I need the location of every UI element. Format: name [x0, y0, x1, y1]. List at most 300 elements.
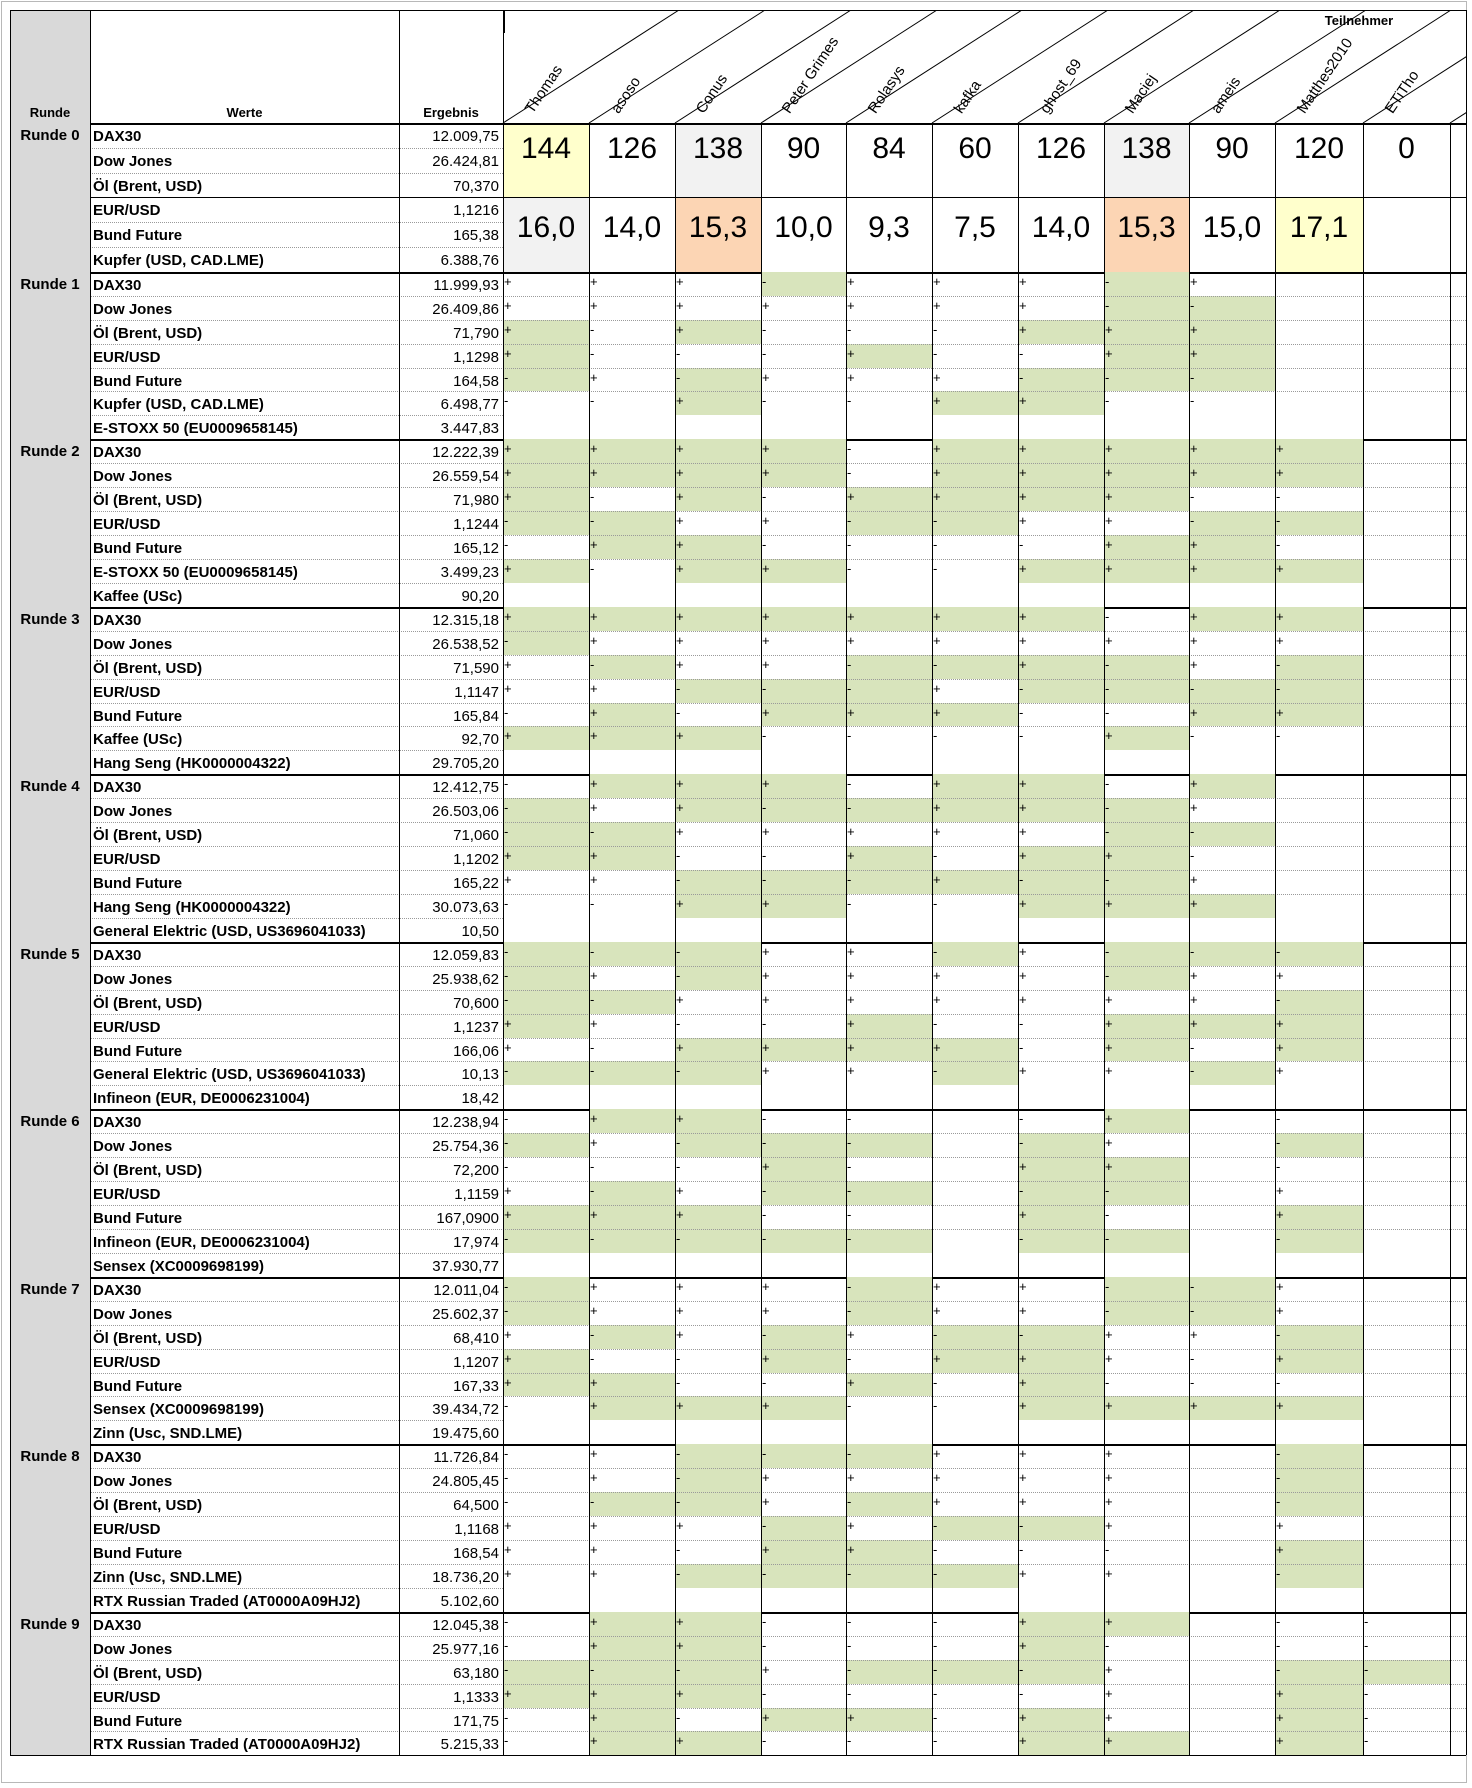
ergebnis-cell: 10,13 — [461, 1066, 499, 1083]
tip-cell: - — [933, 848, 938, 863]
tip-cell — [1275, 870, 1363, 894]
row-separator — [90, 415, 503, 416]
tip-cell: - — [761, 1133, 846, 1157]
tip-cell: + — [676, 1303, 684, 1318]
tip-cell: - — [1190, 848, 1195, 863]
tip-cell: - — [847, 1207, 852, 1222]
tip-cell: + — [503, 320, 589, 344]
tip-cell: + — [1019, 298, 1027, 313]
tip-cell: - — [503, 631, 589, 655]
tip-cell: + — [589, 1612, 675, 1636]
ergebnis-cell: 165,38 — [453, 227, 499, 244]
tip-cell: - — [1189, 822, 1275, 846]
participant-ghost69: ghost_69 — [1036, 55, 1086, 117]
tip-cell: + — [761, 463, 846, 487]
tip-cell: - — [503, 822, 589, 846]
row-separator — [90, 511, 1466, 512]
tip-cell: + — [676, 824, 684, 839]
werte-cell: Öl (Brent, USD) — [93, 1497, 203, 1514]
tip-cell: - — [846, 1564, 932, 1588]
tip-cell: - — [503, 990, 589, 1014]
tip-cell — [1363, 1014, 1450, 1038]
tip-cell: - — [761, 1229, 846, 1253]
tip-cell: + — [590, 274, 598, 289]
tip-cell: + — [1189, 703, 1275, 726]
tip-cell: - — [1105, 1542, 1110, 1557]
werte-cell: EUR/USD — [93, 1019, 161, 1036]
tip-cell: - — [1275, 1229, 1363, 1253]
ergebnis-cell: 71,590 — [453, 660, 499, 677]
tip-cell: + — [589, 774, 675, 798]
tip-cell: + — [590, 681, 598, 696]
tip-cell: - — [1190, 728, 1195, 743]
werte-cell: Bund Future — [93, 373, 183, 390]
tip-cell: - — [1275, 1660, 1363, 1684]
tip-cell: - — [589, 1181, 675, 1205]
werte-cell: Dow Jones — [93, 301, 173, 318]
tip-cell: - — [1105, 1638, 1110, 1653]
tip-cell — [932, 1133, 1018, 1157]
tip-cell: + — [590, 370, 598, 385]
werte-cell: Infineon (EUR, DE0006231004) — [93, 1090, 310, 1107]
tip-cell: + — [675, 1612, 761, 1636]
ergebnis-cell: 1,1147 — [454, 684, 499, 701]
tip-cell: - — [762, 489, 767, 504]
row-separator — [90, 487, 1466, 488]
tip-cell: - — [590, 1351, 595, 1366]
tip-cell: + — [1018, 846, 1104, 870]
tip-cell: - — [1275, 1444, 1363, 1468]
tip-cell: + — [675, 463, 761, 487]
tip-cell: - — [847, 441, 852, 456]
tip-cell: + — [847, 274, 855, 289]
tip-cell: + — [1190, 274, 1198, 289]
tip-cell: + — [1019, 274, 1027, 289]
tip-cell: + — [675, 559, 761, 583]
tip-cell: + — [1018, 391, 1104, 415]
tip-cell: - — [1190, 1375, 1195, 1390]
tip-cell: - — [590, 393, 595, 408]
tip-cell: + — [847, 298, 855, 313]
average-cell: 10,0 — [774, 211, 833, 244]
column-border — [1466, 10, 1467, 1755]
tip-cell — [1363, 368, 1450, 391]
header-diagonal-line — [1363, 10, 1466, 123]
tip-cell: - — [1189, 368, 1275, 391]
tip-cell: + — [847, 1470, 855, 1485]
tip-cell: + — [589, 1708, 675, 1731]
row-separator — [90, 1181, 1466, 1182]
tip-cell: + — [846, 1038, 932, 1061]
tip-cell: + — [675, 439, 761, 463]
tip-cell: - — [1190, 393, 1195, 408]
tip-cell: + — [933, 1446, 941, 1461]
tip-cell: - — [933, 322, 938, 337]
tip-cell — [1363, 607, 1450, 631]
tip-cell: - — [932, 655, 1018, 679]
tip-cell: - — [1105, 393, 1110, 408]
tip-cell: + — [504, 1183, 512, 1198]
row-separator — [90, 966, 1466, 967]
tip-cell: + — [590, 1016, 598, 1031]
tip-cell — [1363, 870, 1450, 894]
tip-cell: + — [1105, 1494, 1113, 1509]
teilnehmer-header: Teilnehmer — [1324, 13, 1394, 28]
tip-cell: + — [504, 1566, 512, 1581]
tip-cell: + — [1190, 1327, 1198, 1342]
tip-cell: + — [589, 607, 675, 631]
tip-cell — [1363, 439, 1450, 463]
tip-cell: + — [676, 1518, 684, 1533]
tip-cell: - — [847, 896, 852, 911]
row-separator — [90, 1468, 1466, 1469]
tip-cell: - — [676, 1159, 681, 1174]
tip-cell: + — [675, 1636, 761, 1660]
tip-cell: - — [762, 1375, 767, 1390]
score-cell: 126 — [606, 132, 658, 165]
tip-cell: + — [933, 633, 941, 648]
row-separator — [90, 148, 503, 149]
score-cell: 90 — [1215, 132, 1249, 165]
tip-cell: - — [933, 1733, 938, 1748]
tip-cell — [1363, 463, 1450, 487]
tip-cell: - — [503, 368, 589, 391]
tip-cell: - — [1363, 1660, 1450, 1684]
row-separator — [90, 1684, 1466, 1685]
tip-cell: + — [761, 559, 846, 583]
row-separator — [90, 296, 1466, 297]
tip-cell: - — [589, 990, 675, 1014]
tip-cell: - — [503, 1133, 589, 1157]
tip-cell: + — [847, 824, 855, 839]
tip-cell: - — [847, 465, 852, 480]
tip-cell: - — [1275, 1325, 1363, 1349]
tip-cell: + — [847, 1063, 855, 1078]
tip-cell: + — [1105, 1327, 1113, 1342]
tip-cell: - — [1019, 705, 1024, 720]
tip-cell: - — [675, 1229, 761, 1253]
tip-cell: + — [503, 1373, 589, 1396]
tip-cell: - — [933, 1614, 938, 1629]
row-separator — [90, 1253, 503, 1254]
tip-cell: - — [762, 1638, 767, 1653]
tip-cell — [1363, 726, 1450, 750]
tip-cell: + — [1275, 1349, 1363, 1373]
werte-cell: EUR/USD — [93, 1354, 161, 1371]
average-cell: 15,0 — [1202, 211, 1262, 244]
tip-cell: - — [761, 1325, 846, 1349]
tip-cell: - — [1018, 1516, 1104, 1540]
tip-cell: - — [589, 1492, 675, 1516]
tip-cell — [1189, 1636, 1275, 1660]
tip-cell: + — [1018, 463, 1104, 487]
ergebnis-cell: 12.009,75 — [432, 128, 499, 145]
tip-cell: + — [932, 439, 1018, 463]
tip-cell: - — [933, 1686, 938, 1701]
tip-cell: + — [1276, 1183, 1284, 1198]
werte-cell: Öl (Brent, USD) — [93, 178, 203, 195]
tip-cell: - — [1189, 1061, 1275, 1085]
row-separator — [90, 703, 1466, 704]
tip-cell: - — [1276, 728, 1281, 743]
tip-cell: + — [675, 1109, 761, 1133]
tip-cell — [1275, 894, 1363, 918]
tip-cell: + — [676, 298, 684, 313]
werte-cell: EUR/USD — [93, 202, 161, 219]
tip-cell — [1363, 1444, 1450, 1468]
row-separator — [90, 1349, 1466, 1350]
tip-cell: - — [1104, 870, 1189, 894]
tip-cell: - — [846, 1133, 932, 1157]
tip-cell — [1275, 798, 1363, 822]
average-cell: 14,0 — [602, 211, 662, 244]
ergebnis-cell: 1,1333 — [453, 1689, 499, 1706]
participant-ameis: ameis — [1207, 73, 1245, 117]
row-separator — [90, 679, 1466, 680]
tip-cell: + — [504, 1518, 512, 1533]
tip-cell: - — [676, 1375, 681, 1390]
tip-cell: - — [846, 1181, 932, 1205]
tip-cell: + — [1189, 439, 1275, 463]
tip-cell: - — [590, 1040, 595, 1055]
row-separator — [90, 918, 503, 919]
tip-cell — [1363, 272, 1450, 296]
tip-cell — [1363, 798, 1450, 822]
werte-cell: EUR/USD — [93, 1689, 161, 1706]
tip-cell: + — [847, 633, 855, 648]
werte-cell: Öl (Brent, USD) — [93, 325, 203, 342]
tip-cell — [1363, 320, 1450, 344]
werte-cell: Bund Future — [93, 540, 183, 557]
tip-cell: + — [932, 798, 1018, 822]
tip-cell: - — [1104, 942, 1189, 966]
row-separator — [90, 1660, 1466, 1661]
tip-cell: - — [933, 728, 938, 743]
tip-cell: - — [1019, 346, 1024, 361]
tip-cell: + — [1190, 633, 1198, 648]
tip-cell: - — [847, 1111, 852, 1126]
tip-cell: + — [932, 703, 1018, 726]
tip-cell: - — [590, 322, 595, 337]
tip-cell: - — [504, 1111, 509, 1126]
werte-cell: Dow Jones — [93, 153, 173, 170]
werte-cell: Dow Jones — [93, 1641, 173, 1658]
tip-cell: - — [1019, 1111, 1024, 1126]
tip-cell: - — [675, 966, 761, 990]
tip-cell: - — [590, 489, 595, 504]
column-border — [503, 10, 504, 1755]
tip-cell: + — [1019, 1494, 1027, 1509]
row-separator — [90, 1205, 1466, 1206]
tip-cell: + — [1105, 1686, 1113, 1701]
tip-cell: + — [675, 798, 761, 822]
row-separator — [90, 1564, 1466, 1565]
ergebnis-cell: 12.222,39 — [432, 444, 499, 461]
tip-cell: - — [504, 393, 509, 408]
tip-cell: - — [762, 346, 767, 361]
tip-cell: + — [1018, 1157, 1104, 1181]
ergebnis-header: Ergebnis — [423, 105, 479, 120]
tip-cell: - — [676, 1542, 681, 1557]
ergebnis-cell: 1,1159 — [454, 1186, 499, 1203]
tip-cell: - — [1275, 942, 1363, 966]
tip-cell: - — [504, 537, 509, 552]
werte-cell: Bund Future — [93, 1545, 183, 1562]
tip-cell: + — [1019, 944, 1027, 959]
tip-cell: + — [761, 1708, 846, 1731]
tip-cell — [1363, 846, 1450, 870]
tip-cell: - — [762, 322, 767, 337]
tip-cell: + — [762, 633, 770, 648]
tip-cell: + — [1189, 1014, 1275, 1038]
tip-cell: + — [1105, 1710, 1113, 1725]
tip-cell: + — [503, 1349, 589, 1373]
tip-cell: - — [589, 1061, 675, 1085]
row-separator — [90, 870, 1466, 871]
tip-cell: - — [503, 1660, 589, 1684]
tip-cell: + — [1189, 894, 1275, 918]
tip-cell: + — [932, 1349, 1018, 1373]
tip-cell: - — [933, 1375, 938, 1390]
participant-rolasys: Rolasys — [864, 62, 909, 117]
tip-cell — [1363, 1349, 1450, 1373]
tip-cell: - — [503, 1301, 589, 1325]
tip-cell: - — [503, 1061, 589, 1085]
row-separator — [90, 391, 1466, 392]
tip-cell: + — [846, 1708, 932, 1731]
tip-cell: - — [761, 1564, 846, 1588]
tip-cell: + — [1275, 1684, 1363, 1708]
tip-cell: - — [847, 1159, 852, 1174]
tip-cell — [1189, 1133, 1275, 1157]
tip-cell: + — [676, 992, 684, 1007]
ergebnis-cell: 63,180 — [453, 1665, 499, 1682]
werte-cell: Dow Jones — [93, 803, 173, 820]
tip-cell — [1275, 846, 1363, 870]
row-separator — [90, 631, 1466, 632]
tip-cell: - — [676, 1710, 681, 1725]
ergebnis-cell: 70,600 — [453, 995, 499, 1012]
tip-cell — [1275, 368, 1363, 391]
average-cell — [1363, 197, 1450, 272]
tip-cell: + — [932, 1038, 1018, 1061]
tip-cell: + — [1276, 633, 1284, 648]
tip-cell: + — [503, 1014, 589, 1038]
ergebnis-cell: 17,974 — [453, 1234, 499, 1251]
tip-cell — [1363, 511, 1450, 535]
ergebnis-cell: 3.499,23 — [440, 564, 499, 581]
tip-cell: + — [1190, 968, 1198, 983]
score-cell: 120 — [1293, 132, 1345, 165]
tip-cell: - — [503, 1229, 589, 1253]
tip-cell — [1363, 535, 1450, 559]
tip-cell — [1363, 1038, 1450, 1061]
tip-cell: + — [762, 298, 770, 313]
tip-cell — [1189, 1516, 1275, 1540]
tip-cell: + — [847, 1327, 855, 1342]
werte-cell: DAX30 — [93, 444, 142, 461]
runde-header: Runde — [29, 105, 71, 120]
tip-cell: - — [932, 1516, 1018, 1540]
column-border — [90, 10, 91, 1755]
tip-cell: - — [1105, 609, 1110, 624]
tip-cell: - — [847, 776, 852, 791]
ergebnis-cell: 68,410 — [453, 1330, 499, 1347]
tip-cell: - — [932, 1325, 1018, 1349]
werte-cell: DAX30 — [93, 779, 142, 796]
tip-cell — [1189, 1468, 1275, 1492]
tip-cell: + — [1104, 559, 1189, 583]
tip-cell: - — [847, 393, 852, 408]
tip-cell: - — [847, 1398, 852, 1413]
tip-cell: + — [847, 968, 855, 983]
tip-cell: - — [1105, 705, 1110, 720]
ergebnis-cell: 26.409,86 — [432, 301, 499, 318]
werte-cell: Öl (Brent, USD) — [93, 1162, 203, 1179]
werte-cell: Infineon (EUR, DE0006231004) — [93, 1234, 310, 1251]
tip-cell: + — [762, 968, 770, 983]
tip-cell: + — [932, 487, 1018, 511]
tip-cell: + — [675, 607, 761, 631]
tip-cell — [932, 1229, 1018, 1253]
tip-cell: + — [1019, 992, 1027, 1007]
tip-cell: - — [675, 1133, 761, 1157]
tip-cell: + — [933, 824, 941, 839]
tip-cell — [1363, 942, 1450, 966]
ergebnis-cell: 6.388,76 — [440, 252, 499, 269]
row-separator — [90, 1038, 1466, 1039]
werte-cell: DAX30 — [93, 1617, 142, 1634]
tip-cell — [1189, 1731, 1275, 1755]
tip-cell: - — [846, 1277, 932, 1301]
tip-cell — [1363, 1277, 1450, 1301]
tip-cell: - — [504, 705, 509, 720]
tip-cell: + — [761, 1349, 846, 1373]
ergebnis-cell: 167,0900 — [436, 1210, 499, 1227]
tip-cell: + — [1275, 1014, 1363, 1038]
row-separator — [90, 1731, 1466, 1732]
row-separator — [90, 1396, 1466, 1397]
tip-cell — [1363, 1564, 1450, 1588]
tip-cell: + — [1104, 535, 1189, 559]
row-separator — [90, 559, 1466, 560]
tip-cell: + — [503, 344, 589, 368]
tip-cell: - — [1189, 679, 1275, 703]
tip-cell: + — [676, 657, 684, 672]
row-separator — [90, 846, 1466, 847]
tip-cell: + — [1105, 1518, 1113, 1533]
tip-cell: + — [590, 633, 598, 648]
tip-cell: + — [846, 1540, 932, 1564]
tip-cell: - — [847, 1614, 852, 1629]
tip-cell: - — [1104, 966, 1189, 990]
tip-cell: + — [590, 1518, 598, 1533]
tip-cell: + — [675, 1205, 761, 1229]
tip-cell: + — [590, 968, 598, 983]
tip-cell: - — [1189, 942, 1275, 966]
tip-cell: + — [675, 1684, 761, 1708]
row-separator — [90, 320, 1466, 321]
tip-cell: + — [589, 846, 675, 870]
tip-cell: + — [590, 1566, 598, 1581]
tip-cell: - — [1190, 1040, 1195, 1055]
tip-cell: - — [846, 1229, 932, 1253]
tip-cell: - — [846, 1444, 932, 1468]
tip-cell: - — [504, 1470, 509, 1485]
tip-cell: - — [1019, 728, 1024, 743]
tip-cell: + — [1019, 513, 1027, 528]
tip-cell — [1189, 1540, 1275, 1564]
